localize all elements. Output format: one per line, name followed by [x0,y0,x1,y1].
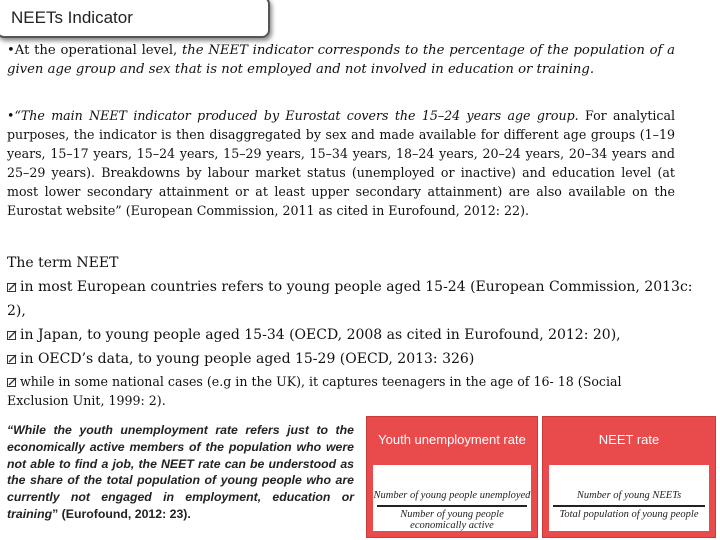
box-header: NEET rate [598,432,660,447]
checkbox-bullet-icon [7,281,18,292]
uk-paragraph [7,372,667,410]
paragraph-rest: For analytical purposes, the indicator is then disaggregated by sex and made available for different age groups (1–19 years, 15–17 years, 15–24 years, 15–29 years, 15–34 years, 18–24 years, 20–24 years, 20–34 years and 25–29 years). Breakdowns by labour market status (unemployed or inactive) and education level (at most lower secondary attainment or at least upper secondary attainment) are also available on the Eurostat website” (European Commission, 2011 as cited in Eurofound, 2012: 22). [7,108,675,218]
bullet: • [7,43,15,58]
list-item [7,323,697,347]
eurofound-quote [7,422,354,523]
slide-title: NEETs Indicator [11,8,133,27]
paragraph-lead: At the operational level, [14,43,182,58]
paragraph-italic: the NEET indicator corresponds to the percentage of the population of a given age group and sex that is not employed and not involved in education or training. [7,43,675,77]
eurostat-paragraph [7,106,675,220]
title-box [0,0,270,38]
denominator: Total population of young people [559,509,699,520]
neet-rate-box [542,416,716,538]
fraction-bar [377,505,527,507]
numerator: Number of young people unemployed [373,490,531,501]
fraction-bar [553,505,705,507]
checkbox-bullet-icon [7,329,18,340]
neet-heading: The term NEET [7,255,119,271]
checkbox-bullet-icon [7,376,18,387]
fraction-panel [549,465,709,531]
checkbox-bullet-icon [7,353,18,364]
list-item-text: in Japan, to young people aged 15-34 (OECD, 2008 as cited in Eurofound, 2012: 20), [20,327,621,343]
box-header: Youth unemployment rate [378,432,526,447]
quote-italic: “While the youth unemployment rate refers just to the economically active members of the population who were not able to find a job, the NEET rate can be understood as the share of the total population of young people who are currently not engaged in employment, education or training [7,423,354,521]
list-item [7,347,697,371]
list-item [7,275,697,323]
neet-term-block [7,251,697,371]
fraction-panel [373,465,531,531]
rate-comparison-diagram [366,416,718,540]
operational-definition-paragraph [7,41,675,79]
bullet: • [7,108,15,123]
list-item-text: in most European countries refers to young people aged 15-24 (European Commission, 2013c: 2), [7,279,693,319]
paragraph-text: while in some national cases (e.g in the UK), it captures teenagers in the age of 16- 18 (Social Exclusion Unit, 1999: 2). [7,374,622,408]
paragraph-italic-lead: “The main NEET indicator produced by Eurostat covers the 15–24 years age group. [14,108,579,123]
quote-citation: ” (Eurofound, 2012: 23). [52,506,191,521]
list-item-text: in OECD’s data, to young people aged 15-29 (OECD, 2013: 326) [20,351,475,367]
youth-unemployment-rate-box [366,416,538,538]
numerator: Number of young NEETs [576,490,682,501]
denominator: Number of young people economically active [400,509,504,531]
